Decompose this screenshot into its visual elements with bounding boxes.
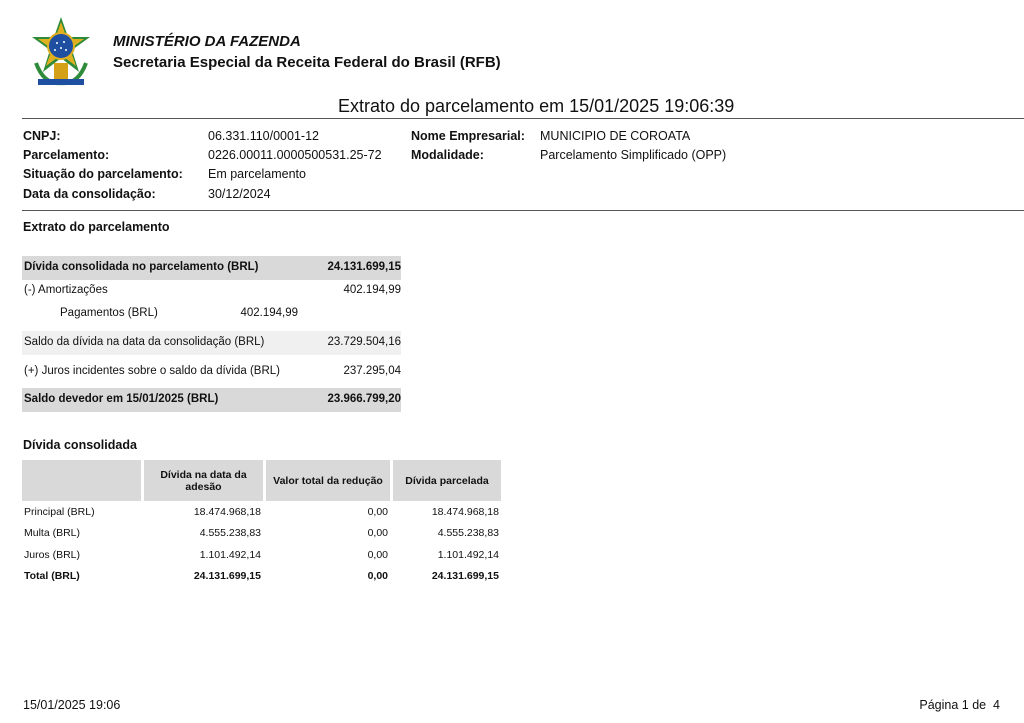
footer-timestamp: 15/01/2025 19:06 (23, 698, 121, 712)
nome-empresarial-value: MUNICIPIO DE COROATA (540, 129, 691, 143)
data-consolidacao-value: 30/12/2024 (208, 187, 271, 201)
divida-consolidada-row (22, 256, 401, 280)
pagamentos-row (22, 302, 401, 326)
divida-value: 24.131.699,15 (327, 261, 401, 273)
devedor-value: 23.966.799,20 (327, 393, 401, 405)
juros-label: (+) Juros incidentes sobre o saldo da dívida (BRL) (24, 365, 281, 377)
nome-empresarial-label: Nome Empresarial: (411, 129, 525, 143)
table-cell: 4.555.238,83 (437, 527, 499, 540)
parcelamento-label: Parcelamento: (23, 148, 110, 162)
table-cell: 0,00 (367, 548, 388, 561)
parcelamento-value: 0226.00011.0000500531.25-72 (208, 148, 382, 162)
table-row (22, 501, 501, 523)
saldo-label: Saldo da dívida na data da consolidação (BRL) (24, 336, 265, 348)
table-cell: Principal (BRL) (24, 505, 95, 518)
table-cell: 0,00 (367, 527, 388, 540)
devedor-label: Saldo devedor em 15/01/2025 (BRL) (24, 393, 219, 405)
situacao-value: Em parcelamento (208, 167, 306, 181)
divider (22, 210, 1024, 211)
amortizacoes-row (22, 279, 401, 303)
table-header (22, 460, 141, 501)
modalidade-value: Parcelamento Simplificado (OPP) (540, 148, 727, 162)
table-cell: 18.474.968,18 (193, 505, 261, 518)
amortizacoes-value: 402.194,99 (343, 284, 401, 296)
modalidade-label: Modalidade: (411, 148, 484, 162)
table-row-total (22, 566, 501, 588)
table-cell: Juros (BRL) (24, 548, 81, 561)
pagamentos-label: Pagamentos (BRL) (60, 307, 158, 319)
situacao-label: Situação do parcelamento: (23, 167, 183, 181)
data-consolidacao-label: Data da consolidação: (23, 187, 156, 201)
amortizacoes-label: (-) Amortizações (24, 284, 108, 296)
extrato-section-title: Extrato do parcelamento (23, 220, 170, 234)
juros-value: 237.295,04 (343, 365, 401, 377)
saldo-value: 23.729.504,16 (327, 336, 401, 348)
cnpj-label: CNPJ: (23, 129, 61, 143)
table-cell: 24.131.699,15 (193, 570, 261, 583)
saldo-devedor-row (22, 388, 401, 412)
pagamentos-value: 402.194,99 (240, 307, 298, 319)
table-header: Dívida parcelada (390, 460, 501, 501)
secretariat-title: Secretaria Especial da Receita Federal do Brasil (RFB) (113, 54, 501, 71)
table-header: Valor total da redução (263, 460, 390, 501)
juros-row (22, 360, 401, 384)
saldo-row (22, 331, 401, 355)
cnpj-value: 06.331.110/0001-12 (208, 129, 319, 143)
table-cell: 0,00 (367, 505, 388, 518)
divider (22, 118, 1024, 119)
table-cell: 1.101.492,14 (437, 548, 499, 561)
table-row (22, 544, 501, 566)
divida-label: Dívida consolidada no parcelamento (BRL) (24, 261, 259, 273)
table-cell: 1.101.492,14 (199, 548, 261, 561)
table-cell: 24.131.699,15 (431, 570, 499, 583)
page-title: Extrato do parcelamento em 15/01/2025 19:06:39 (338, 96, 735, 116)
table-cell: 0,00 (367, 570, 388, 583)
page-number: Página 1 de 4 (919, 698, 1000, 712)
consolidada-section-title: Dívida consolidada (23, 438, 137, 452)
table-cell: 4.555.238,83 (199, 527, 261, 540)
table-row (22, 523, 501, 545)
table-cell: Total (BRL) (24, 570, 80, 583)
divida-consolidada-table (22, 460, 501, 587)
table-cell: Multa (BRL) (24, 527, 81, 540)
coat-of-arms-icon (24, 15, 98, 89)
ministry-title: MINISTÉRIO DA FAZENDA (113, 33, 301, 50)
table-cell: 18.474.968,18 (431, 505, 499, 518)
table-header: Dívida na data da adesão (141, 460, 263, 501)
